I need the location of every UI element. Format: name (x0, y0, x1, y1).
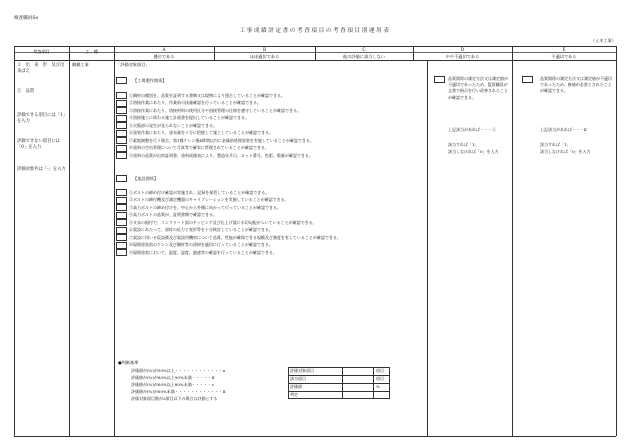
criteria-title: ●判断基準 (118, 360, 139, 365)
col-header-kind: 工 種 (85, 49, 98, 54)
criteria-line: 評価対象項目数が3項目以下の場合は評価とする (131, 396, 218, 401)
page-subtitle: （土木工事） (590, 38, 616, 43)
s1-item-checkbox[interactable] (116, 100, 127, 107)
s2-item-text: ④高力ボルトの品質が、証明書類で確認できる。 (129, 212, 217, 217)
s1-item-text: ①鋼材の種別を、品質を証明する書類又は現物により照合していることが確認できる。 (129, 92, 285, 98)
criteria-line: 評価値が(%)が60%未満・・・・・・・・・・・・Ⅱ (131, 389, 226, 394)
col-header-item: 考査項目 (33, 49, 50, 54)
s1-item-checkbox[interactable] (116, 122, 127, 129)
s1-item-checkbox[interactable] (116, 137, 127, 144)
s2-item-text: ⑨現場塗装において、温度、湿度、風速等の確認を行っていることが確認できる。 (129, 249, 277, 255)
grade-d-text: 品質関係の測定方法又は測定値が不適切であったため、監督職員が文書で指示を行い改善されたことが確認できる。 (448, 76, 508, 100)
section2-checkbox[interactable] (116, 175, 127, 182)
grade-b-desc: ほぼ適切である (249, 53, 280, 59)
grade-e-letter: E (562, 46, 566, 52)
criteria-line: 評価値が(%)が60%以上80%未満・・・・・c (131, 382, 214, 387)
s2-item-text: ①ボルトの締め付け確認が実施され、記録を保管していることが確認できる。 (129, 189, 270, 195)
s1-item-checkbox[interactable] (116, 107, 127, 114)
summary-label: 該当項目 (290, 376, 306, 381)
s2-item-checkbox[interactable] (116, 189, 127, 196)
section1-title: 【工場製作関係】 (133, 77, 167, 83)
grade-d-hint-zero: 該当しなければ「0」を入力 (448, 149, 499, 154)
s1-item-text: ⑦素地調整を行う場合、第1種ケレン後4時間以内に金属前処理塗装を実施していることが確認できる。 (129, 137, 314, 143)
note-input-one: 評価できる項目には「1」を入力 (17, 113, 67, 125)
s1-item-checkbox[interactable] (116, 152, 127, 159)
s1-item-text: ②溶接作業にあたり、作業前の技量確認を行っていることが確認できる。 (129, 100, 261, 105)
s1-item-text: ⑤欠陥部の発生が見られないことが確認できる。 (129, 122, 217, 128)
note-input-zero: 評価できない項目には「0」を入力 (17, 139, 60, 151)
kind-label: 鋼橋工事 (72, 62, 89, 67)
s2-item-text: ⑤支承の据付で、コンクリート面のチッピング及び仕上げ面に水切勾配がついていることが確認できる。 (129, 219, 317, 225)
criteria-line: 評価値が(%)が80%以上90%未満・・・・・Ⅱ (131, 375, 215, 380)
grade-d-criteria: 上記該当があれば・・・① (448, 127, 496, 132)
section1-checkbox[interactable] (116, 77, 127, 84)
grade-d-hint-one: 該当すれば「1」 (448, 142, 479, 147)
s2-item-text: ⑧現場塗装前のケレン及び鋼材等の清掃を適切に行っていることが確認できる。 (129, 242, 273, 247)
s2-item-text: ③高力ボルトの締め付けを、中心から外側に向かって行っていることが確認できる。 (129, 204, 281, 210)
s2-item-checkbox[interactable] (116, 227, 127, 234)
s2-item-checkbox[interactable] (116, 219, 127, 226)
criteria-line: 評価値が(%)が90%以上・・・・・・・・・・・・a (131, 368, 226, 373)
note-input-dash: 評価対象外は「-」を入力 (17, 167, 66, 172)
item-title: ３ 出 来 形 及び出来ばえ (17, 63, 65, 75)
s2-item-text: ⑦架設に用いる仮設備及び架設用機材について品質、性能が確保できる規模及び強度を有していることが確認できる。 (129, 234, 341, 240)
s2-item-checkbox[interactable] (116, 197, 127, 204)
s2-item-checkbox[interactable] (116, 212, 127, 219)
page-title: 工事成績評定書の考査項目の考査項目別運用表 (239, 28, 391, 34)
s1-item-checkbox[interactable] (116, 145, 127, 152)
s2-item-checkbox[interactable] (116, 234, 127, 241)
summary-unit: 項目 (376, 376, 384, 381)
grade-d-letter: D (460, 46, 465, 52)
s1-item-checkbox[interactable] (116, 92, 127, 99)
s2-item-checkbox[interactable] (116, 204, 127, 211)
eval-target-label: 「評価対象項目」 (116, 62, 150, 67)
grade-e-text: 品質関係の測定方法又は測定値が不適切であったため、修補が必要とされたことが確認できる。 (540, 76, 612, 94)
s1-item-text: ⑨塗料の品質が出荷証明書、塗料成績表により、製造年月日、ロット番号、色彩、数量が確認できる。 (129, 152, 313, 158)
summary-label: 評価対象項目 (290, 368, 314, 373)
grade-a-letter: A (162, 46, 166, 52)
s1-item-text: ③溶接作業にあたり、溶接材料の使用区分や溶接管理の仕様を遵守していることが確認できる。 (129, 107, 301, 113)
s2-item-checkbox[interactable] (116, 242, 127, 249)
s1-item-text: ⑥塗装作業にあたり、塗布量を十分に把握して施工していることが確認できる。 (129, 130, 273, 135)
s1-item-checkbox[interactable] (116, 115, 127, 122)
grade-e-hint-zero: 該当しなければ「0」を入力 (540, 149, 591, 154)
s1-item-text: ⑧塗料の空缶管理について写真等で確実に管理されていることが確認できる。 (129, 145, 269, 150)
s1-item-checkbox[interactable] (116, 130, 127, 137)
grade-e-desc: 不適切である (551, 53, 577, 59)
grade-c-desc: 他の評価に該当しない (343, 53, 385, 59)
grade-e-hint-one: 該当すれば「1」 (540, 142, 571, 147)
s2-item-text: ②ボルトの締付機及び測定機器のキャリブレーションを実施していることが確認できる。 (129, 197, 289, 202)
grade-e-criteria: 上記該当があれば・・・Ⅱ (540, 127, 587, 132)
grade-d-checkbox[interactable] (434, 76, 445, 83)
summary-unit: 項目 (376, 368, 384, 373)
inspector-label: 検査職員So (14, 16, 39, 21)
summary-label: 評価値 (290, 384, 302, 389)
grade-e-checkbox[interactable] (522, 76, 533, 83)
summary-label: 判定 (290, 392, 298, 397)
grade-a-desc: 優位である (153, 53, 175, 59)
s2-item-text: ⑥架設にあたって、部材の応力と変形等を十分検討していることが確認できる。 (129, 227, 273, 232)
s2-item-checkbox[interactable] (116, 249, 127, 256)
grade-d-desc: やや不適切である (445, 53, 480, 59)
section2-title: 【架設関係】 (133, 175, 159, 181)
item-subtitle: ② 品質 (17, 89, 35, 94)
s1-item-text: ④溶接施工に係わる施工計画書を提出していることが確認できる。 (129, 115, 249, 120)
grade-c-letter: C (362, 46, 366, 52)
grade-b-letter: B (262, 46, 267, 52)
summary-unit: % (376, 384, 380, 389)
